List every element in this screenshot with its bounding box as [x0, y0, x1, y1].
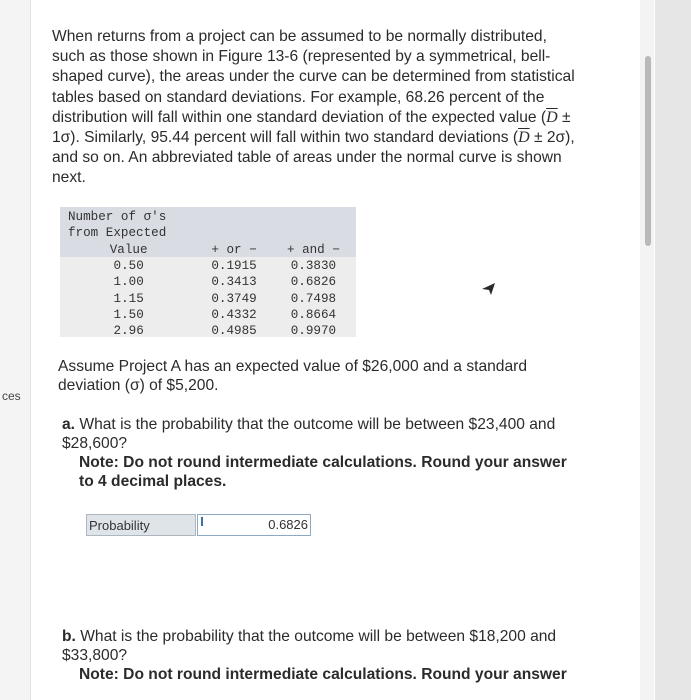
- question-a-note: Note: Do not round intermediate calculations. Round your answer to 4 decimal places.: [79, 454, 567, 490]
- probability-label: Probability: [86, 514, 196, 536]
- input-flag-icon: [201, 517, 203, 526]
- answer-row-a: [86, 514, 312, 538]
- intro-paragraph: [52, 27, 584, 189]
- probability-answer-input[interactable]: [197, 514, 311, 536]
- table-row: [60, 323, 356, 339]
- assumption-text: Assume Project A has an expected value of $26,000 and a standard deviation (σ) of $5,200.: [58, 358, 527, 394]
- cell-two-side: 0.7498: [290, 291, 337, 306]
- table-row: [60, 307, 356, 323]
- header-sigma-line2: from Expected: [68, 226, 167, 241]
- table-header-row: [60, 209, 356, 225]
- cell-sigma: 2.96: [113, 324, 144, 339]
- cell-two-side: 0.8664: [290, 307, 337, 322]
- right-panel: [655, 0, 691, 700]
- intro-text-2: ± 1σ). Similarly, 95.44 percent will fall within two standard deviations (: [52, 108, 571, 147]
- question-b-number: b.: [62, 628, 76, 645]
- question-b: [62, 627, 572, 684]
- question-a-text: What is the probability that the outcome will be between $23,400 and $28,600?: [62, 416, 556, 452]
- table-row: [60, 290, 356, 306]
- cell-one-side: 0.4985: [211, 324, 257, 339]
- intro-text-1: When returns from a project can be assumed to be normally distributed, such as those shown in Figure 13-6 (represented by a symmetrical, bell-shaped curve), the areas under the curve can be determined from statistical tables based on standard deviations. For example, 68.26 percent of the distribution will fall within one standard deviation of the expected value (: [52, 28, 575, 126]
- question-a: [62, 415, 572, 491]
- table-row: [60, 274, 356, 290]
- cell-one-side: 0.1915: [211, 259, 257, 274]
- cell-two-side: 0.3830: [290, 259, 337, 274]
- header-sigma-line3: Value: [109, 242, 148, 257]
- question-a-number: a.: [62, 416, 76, 433]
- probability-answer-value: 0.6826: [268, 517, 308, 532]
- normal-curve-table: [60, 207, 356, 337]
- sidebar-label[interactable]: ces: [2, 389, 21, 403]
- left-sidebar-strip: [0, 0, 31, 700]
- table-header-row: [60, 225, 356, 241]
- header-plus-or-minus: + or −: [211, 242, 257, 257]
- cell-two-side: 0.6826: [290, 275, 337, 290]
- cell-one-side: 0.3749: [211, 291, 257, 306]
- table-header-row: [60, 242, 356, 258]
- cell-sigma: 1.50: [113, 307, 144, 322]
- cell-sigma: 1.00: [113, 275, 144, 290]
- table-row: [60, 258, 356, 274]
- scrollbar-thumb[interactable]: [645, 56, 651, 246]
- cell-one-side: 0.4332: [211, 307, 257, 322]
- mouse-cursor-icon: [482, 283, 496, 295]
- intro-text-3: ± 2σ), and so on. An abbreviated table of areas under the normal curve is shown next.: [52, 129, 575, 187]
- question-b-note: Note: Do not round intermediate calculations. Round your answer: [79, 666, 567, 683]
- question-b-text: What is the probability that the outcome will be between $18,200 and $33,800?: [62, 628, 557, 664]
- cell-sigma: 0.50: [113, 259, 144, 274]
- cell-one-side: 0.3413: [211, 275, 257, 290]
- cell-two-side: 0.9970: [290, 324, 337, 339]
- cell-sigma: 1.15: [113, 291, 144, 306]
- d-bar-symbol: $\overline{D}$: [546, 108, 558, 126]
- d-bar-symbol: $\overline{D}$: [518, 129, 530, 147]
- header-sigma-line1: Number of σ's: [68, 210, 167, 225]
- header-plus-and-minus: + and −: [286, 242, 340, 257]
